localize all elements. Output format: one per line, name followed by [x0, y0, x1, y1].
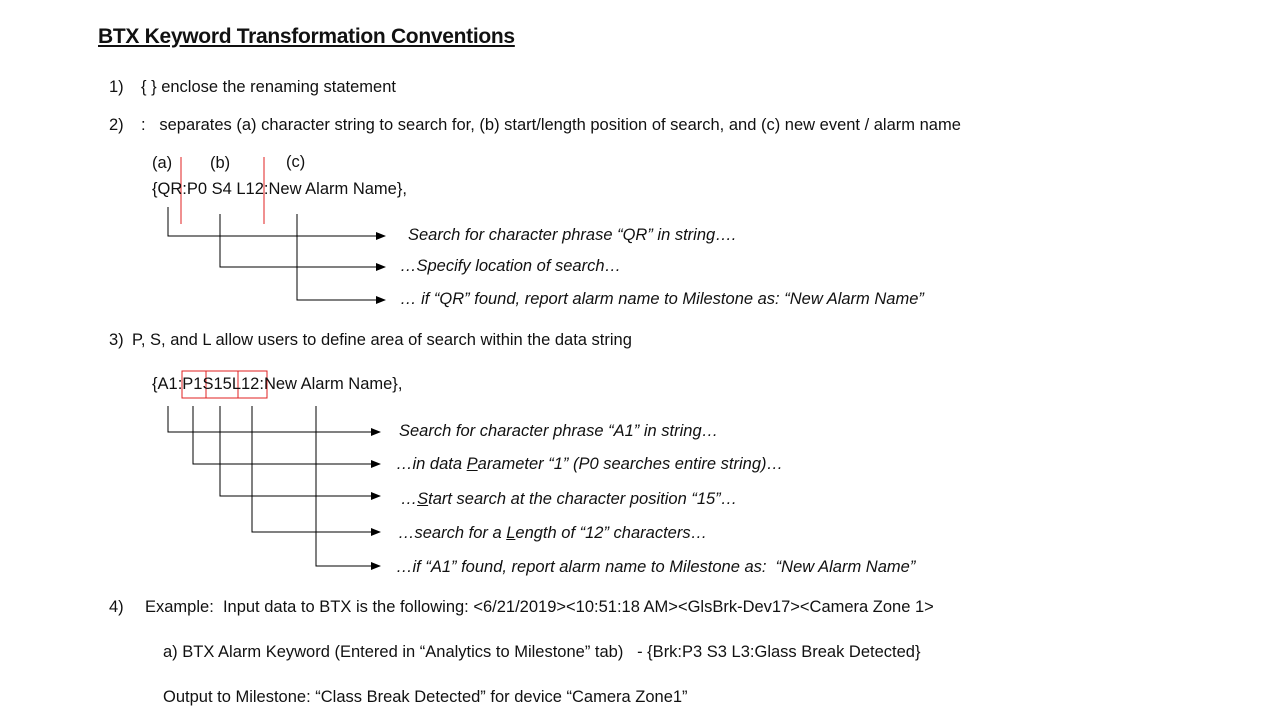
rule-4-text: Example: Input data to BTX is the following: <6/21/2019><10:51:18 AM><GlsBrk-Dev17><Camera Zone 1>: [145, 598, 934, 616]
connector-name: [297, 214, 385, 300]
page-title: BTX Keyword Transformation Conventions: [98, 25, 515, 48]
rule-1-text: { } enclose the renaming statement: [141, 78, 396, 96]
connector-s: [220, 406, 380, 496]
note-report-name: … if “QR” found, report alarm name to Milestone as: “New Alarm Name”: [400, 290, 924, 308]
rule-3-text: P, S, and L allow users to define area of search within the data string: [132, 331, 632, 349]
note-parameter-post: arameter “1” (P0 searches entire string)…: [477, 455, 783, 473]
example-keyword: a) BTX Alarm Keyword (Entered in “Analytics to Milestone” tab) - {Brk:P3 S3 L3:Glass Break Detected}: [163, 643, 921, 661]
note-length-post: ength of “12” characters…: [515, 524, 708, 542]
statement-2-p: P1: [182, 375, 203, 393]
example-output: Output to Milestone: “Class Break Detected” for device “Camera Zone1”: [163, 688, 688, 706]
statement-2-suffix: :New Alarm Name},: [259, 375, 403, 393]
statement-2-prefix: {A1:: [152, 375, 183, 393]
label-a: (a): [152, 154, 173, 172]
note-length-underline: L: [506, 524, 516, 542]
statement-2: [152, 376, 402, 393]
note-a1-search: Search for character phrase “A1” in string…: [399, 422, 719, 440]
note-qr-search: Search for character phrase “QR” in string….: [408, 226, 737, 244]
rule-4-number: 4): [109, 598, 124, 616]
note-location: …Specify location of search…: [400, 257, 622, 275]
note-parameter: [396, 456, 783, 473]
connector-location: [220, 214, 385, 267]
note-start-pre: …: [396, 490, 418, 508]
rule-2-text: : separates (a) character string to search for, (b) start/length position of search, and (c) new event / alarm name: [141, 116, 961, 134]
statement-2-l: L12: [231, 375, 260, 393]
connector-name2: [316, 406, 380, 566]
label-b: (b): [210, 154, 231, 172]
rule-2-number: 2): [109, 116, 124, 134]
note-parameter-underline: P: [466, 455, 478, 473]
statement-2-s: S15: [202, 375, 232, 393]
note-length: [398, 525, 707, 542]
note-start: [396, 491, 737, 508]
note-length-pre: …search for a: [398, 524, 507, 542]
connector-a1: [168, 406, 380, 432]
note-start-post: tart search at the character position “15”…: [428, 490, 738, 508]
label-c: (c): [286, 153, 306, 171]
note-a1-report: …if “A1” found, report alarm name to Milestone as: “New Alarm Name”: [396, 558, 916, 576]
note-parameter-pre: …in data: [396, 455, 467, 473]
rule-3-number: 3): [109, 331, 124, 349]
note-start-underline: S: [417, 490, 429, 508]
statement-1: {QR:P0 S4 L12:New Alarm Name},: [152, 180, 407, 198]
connector-p: [193, 406, 380, 464]
rule-1-number: 1): [109, 78, 124, 96]
connector-qr: [168, 207, 385, 236]
